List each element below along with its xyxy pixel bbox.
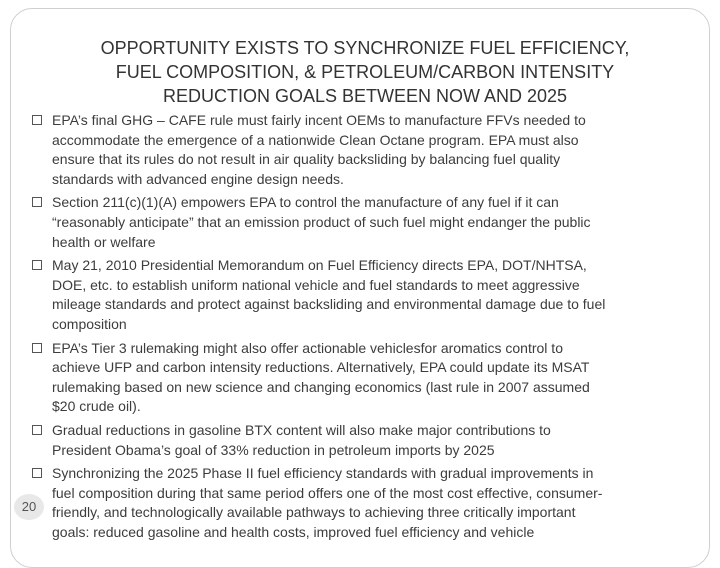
hollow-square-bullet-icon bbox=[32, 260, 42, 270]
bullet-line: fuel composition during that same period offers one of the most cost effective, consumer- bbox=[52, 484, 603, 501]
bullet-line: mileage standards and protect against backsliding and environmental damage due to fuel bbox=[52, 296, 606, 313]
bullet-line: EPA’s final GHG – CAFE rule must fairly incent OEMs to manufacture FFVs needed to bbox=[52, 112, 586, 128]
title-line: FUEL COMPOSITION, & PETROLEUM/CARBON INTENSITY bbox=[115, 62, 615, 82]
bullet-line: “reasonably anticipate” that an emission product of such fuel might endanger the public bbox=[52, 213, 591, 230]
hollow-square-bullet-icon bbox=[32, 468, 42, 478]
bullet-line: achieve UFP and carbon intensity reductions. Alternatively, EPA could update its MSAT bbox=[52, 359, 590, 376]
bullet-line: ensure that its rules do not result in air quality backsliding by balancing fuel quality bbox=[52, 151, 561, 168]
hollow-square-bullet-icon bbox=[32, 115, 42, 125]
bullet-item bbox=[30, 193, 700, 252]
bullet-line: DOE, etc. to establish uniform national vehicle and fuel standards to meet aggressive bbox=[52, 276, 580, 293]
bullet-line: friendly, and technologically available pathways to achieving three critically important bbox=[52, 504, 576, 521]
bullet-text bbox=[52, 421, 700, 460]
bullet-text bbox=[52, 464, 700, 542]
bullet-line: goals: reduced gasoline and health costs, improved fuel efficiency and vehicle bbox=[52, 523, 535, 540]
bullet-list bbox=[30, 111, 700, 546]
hollow-square-bullet-icon bbox=[32, 197, 42, 207]
bullet-line: health or welfare bbox=[52, 233, 156, 250]
bullet-text bbox=[52, 193, 700, 252]
bullet-line: Synchronizing the 2025 Phase II fuel efficiency standards with gradual improvements in bbox=[52, 465, 594, 482]
bullet-line: May 21, 2010 Presidential Memorandum on Fuel Efficiency directs EPA, DOT/NHTSA, bbox=[52, 257, 587, 274]
page-number-badge: 20 bbox=[14, 494, 44, 520]
slide-title bbox=[40, 36, 690, 108]
bullet-item bbox=[30, 464, 700, 542]
hollow-square-bullet-icon bbox=[32, 425, 42, 435]
hollow-square-bullet-icon bbox=[32, 343, 42, 353]
bullet-line: Section 211(c)(1)(A) empowers EPA to control the manufacture of any fuel if it can bbox=[52, 194, 559, 211]
bullet-line: $20 crude oil). bbox=[52, 398, 141, 415]
bullet-line: composition bbox=[52, 315, 127, 332]
bullet-line: Gradual reductions in gasoline BTX content will also make major contributions to bbox=[52, 421, 551, 438]
bullet-text bbox=[52, 256, 700, 334]
bullet-line: standards with advanced engine design needs. bbox=[52, 170, 344, 187]
title-line: OPPORTUNITY EXISTS TO SYNCHRONIZE FUEL EFFICIENCY, bbox=[100, 38, 630, 58]
bullet-item bbox=[30, 256, 700, 334]
bullet-line: EPA’s Tier 3 rulemaking might also offer actionable vehiclesfor aromatics control to bbox=[52, 339, 563, 356]
bullet-line: accommodate the emergence of a nationwide Clean Octane program. EPA must also bbox=[52, 131, 579, 148]
bullet-item bbox=[30, 111, 700, 189]
bullet-line: President Obama’s goal of 33% reduction in petroleum imports by 2025 bbox=[52, 441, 495, 458]
bullet-text bbox=[52, 339, 700, 417]
bullet-text bbox=[52, 111, 700, 189]
title-line: REDUCTION GOALS BETWEEN NOW AND 2025 bbox=[162, 86, 568, 106]
bullet-item bbox=[30, 421, 700, 460]
bullet-line: rulemaking based on new science and changing economics (last rule in 2007 assumed bbox=[52, 378, 590, 395]
bullet-item bbox=[30, 339, 700, 417]
